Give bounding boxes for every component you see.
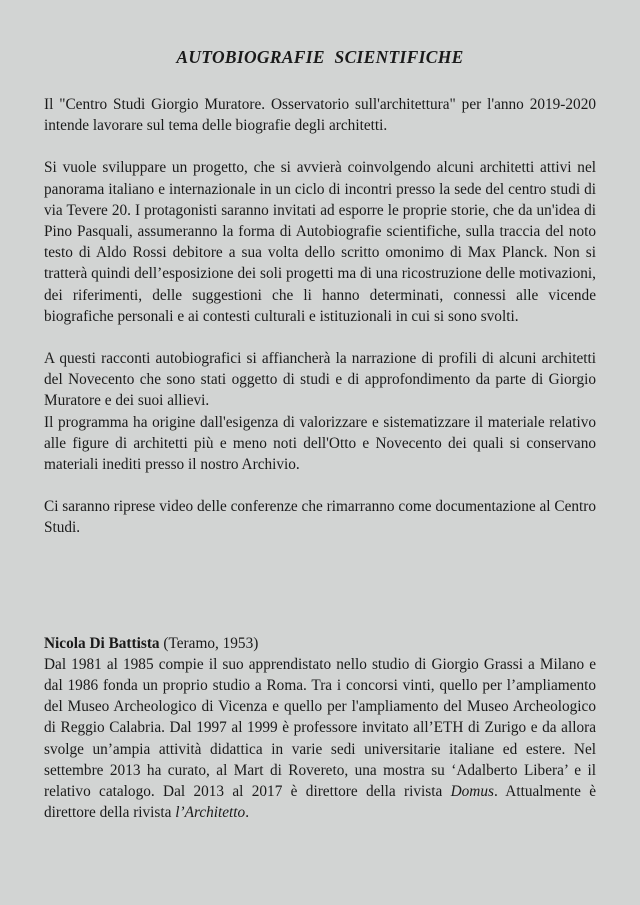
- intro-paragraph-3: A questi racconti autobiografici si affiancherà la narrazione di profili di alcuni architetti del Novecento che sono stati oggetto di studi e di approfondimento da parte di Giorgio Muratore e dei suoi allievi.: [44, 350, 596, 410]
- biography-section: [44, 633, 596, 824]
- biography-text-part-1: Dal 1981 al 1985 compie il suo apprendistato nello studio di Giorgio Grassi a Milano e dal 1986 fonda un proprio studio a Roma. Tra i concorsi vinti, quello per l’ampliamento del Museo Archeologico di Vicenza e quello per l'ampliamento del Museo Archeologico di Reggio Calabria. Dal 1997 al 1999 è professore invitato all’ETH di Zurigo e da allora svolge un’ampia attività didattica in varie sedi universitarie italiane ed estere. Nel settembre 2013 ha curato, al Mart di Rovereto, una mostra su ‘Adalberto Libera’ e il relativo catalogo. Dal 2013 al 2017 è direttore della rivista: [44, 655, 596, 801]
- biography-text: [44, 654, 596, 824]
- page-title: AUTOBIOGRAFIE SCIENTIFICHE: [176, 47, 464, 67]
- biography-heading: [44, 633, 596, 654]
- biography-name: Nicola Di Battista: [44, 634, 160, 652]
- intro-paragraph-1: Il "Centro Studi Giorgio Muratore. Osservatorio sull'architettura" per l'anno 2019-2020 intende lavorare sul tema delle biografie degli architetti.: [44, 96, 596, 135]
- biography-text-part-3: .: [245, 804, 250, 822]
- magazine-name-architetto: l’Architetto: [175, 804, 246, 822]
- intro-paragraph-4: Il programma ha origine dall'esigenza di valorizzare e sistematizzare il materiale relativo alle figure di architetti più e meno noti dell'Otto e Novecento dei quali si conservano materiali inediti presso il nostro Archivio.: [44, 413, 596, 474]
- biography-text-part-2: . Attualmente è direttore della rivista: [44, 783, 597, 822]
- biography-birth-info: (Teramo, 1953): [159, 634, 259, 652]
- magazine-name-domus: Domus: [450, 783, 494, 801]
- intro-paragraph-2: Si vuole sviluppare un progetto, che si avvierà coinvolgendo alcuni architetti attivi nel panorama italiano e internazionale in un ciclo di incontri presso la sede del centro studi di via Tevere 20. I protagonisti saranno invitati ad esporre le proprie storie, che da un'idea di Pino Pasquali, assumeranno la forma di Autobiografie scientifiche, sulla traccia del noto testo di Aldo Rossi debitore a sua volta dello scritto omonimo di Max Planck. Non si tratterà quindi dell’esposizione dei soli progetti ma di una ricostruzione delle motivazioni, dei riferimenti, delle suggestioni che li hanno determinati, connessi alle vicende biografiche personali e ai contesti culturali e istituzionali in cui si sono svolti.: [44, 159, 596, 325]
- intro-paragraph-5: Ci saranno riprese video delle conferenze che rimarranno come documentazione al Centro Studi.: [44, 498, 596, 537]
